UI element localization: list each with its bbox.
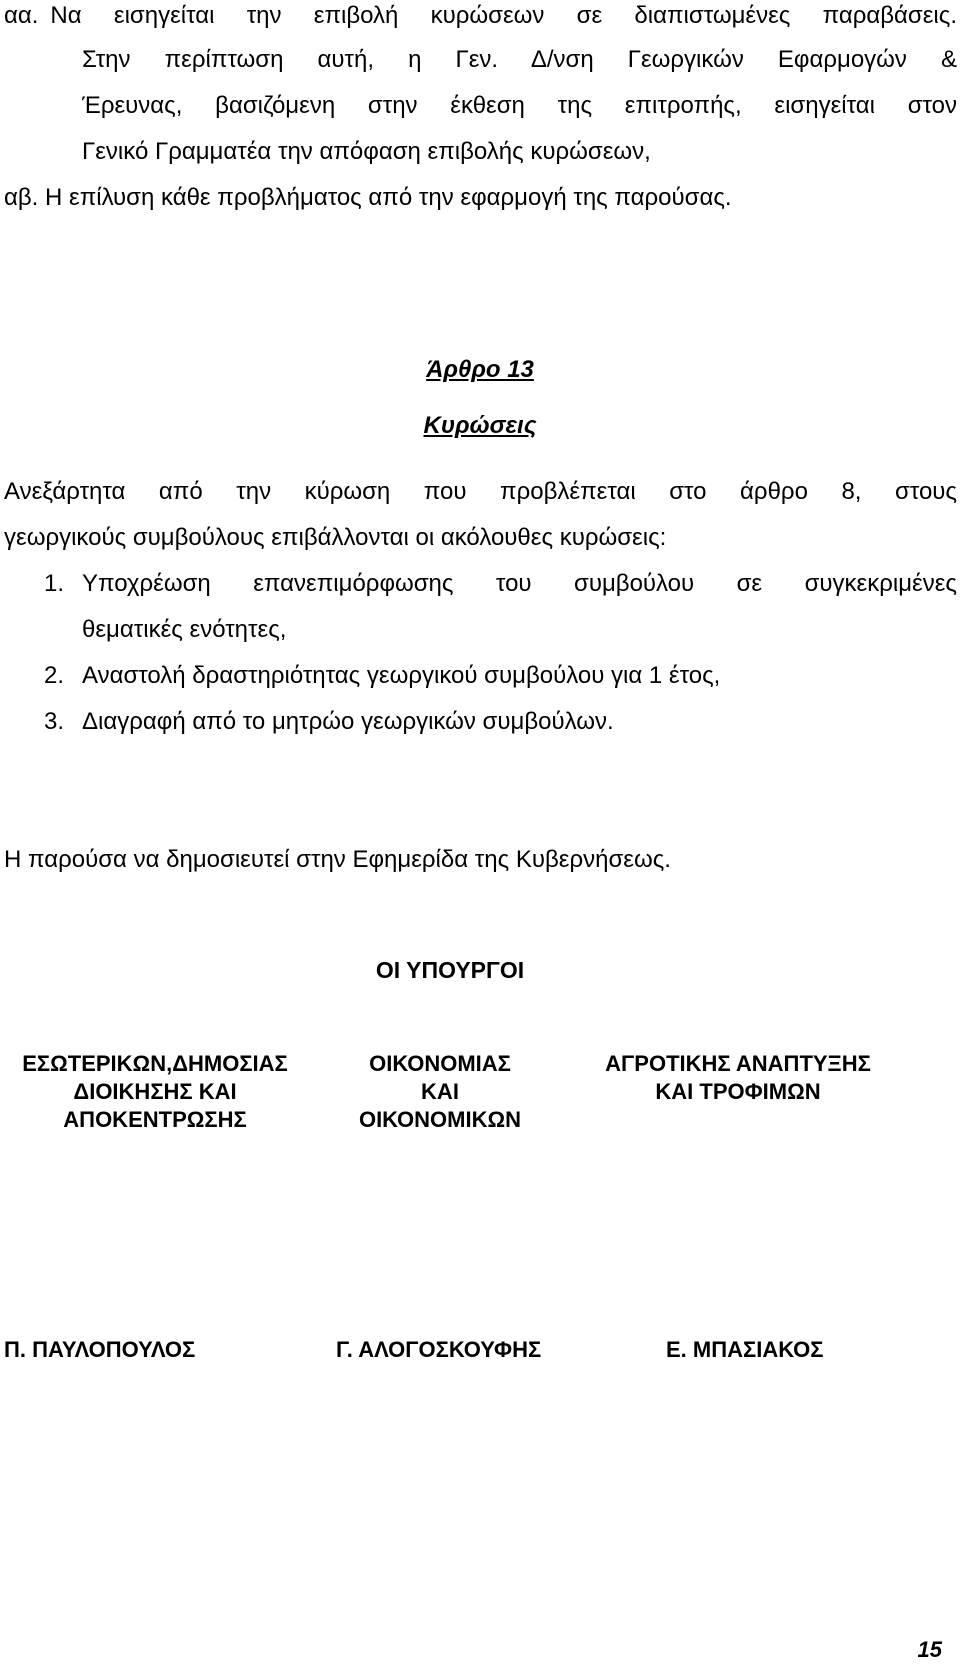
clause-aa-continuation-2-text: Έρευνας, βασιζόμενη στην έκθεση της επιτροπής, εισηγείται στον bbox=[82, 92, 957, 119]
article-intro-line-1-text: Ανεξάρτητα από την κύρωση που προβλέπεται στο άρθρο 8, στους bbox=[4, 478, 957, 505]
list-item-3-text: Διαγραφή από το μητρώο γεωργικών συμβούλων. bbox=[82, 708, 614, 735]
list-item-2-number: 2. bbox=[44, 662, 65, 689]
ministry-agriculture-line-1: ΑΓΡΟΤΙΚΗΣ ΑΝΑΠΤΥΞΗΣ bbox=[605, 1051, 871, 1076]
ministry-economy-line-3: ΟΙΚΟΝΟΜΙΚΩΝ bbox=[358, 1107, 522, 1132]
list-item-2-text: Αναστολή δραστηριότητας γεωργικού συμβούλου για 1 έτος, bbox=[82, 662, 721, 689]
clause-ab-line: αβ. Η επίλυση κάθε προβλήματος από την εφαρμογή της παρούσας. bbox=[4, 184, 732, 211]
clause-aa-continuation-3: Γενικό Γραμματέα την απόφαση επιβολής κυρώσεων, bbox=[82, 138, 651, 165]
clause-aa-prefix: αα. bbox=[4, 2, 39, 29]
ministry-agriculture-line-2: ΚΑΙ ΤΡΟΦΙΜΩΝ bbox=[655, 1079, 821, 1104]
ministry-economy-line-2: ΚΑΙ bbox=[421, 1079, 459, 1104]
ministry-economy-line-1: ΟΙΚΟΝΟΜΙΑΣ bbox=[369, 1051, 511, 1076]
ministry-interior-line-1: ΕΣΩΤΕΡΙΚΩΝ,ΔΗΜΟΣΙΑΣ bbox=[22, 1051, 288, 1076]
publication-statement: Η παρούσα να δημοσιευτεί στην Εφημερίδα της Κυβερνήσεως. bbox=[4, 846, 671, 873]
ministry-interior bbox=[2, 1050, 308, 1134]
list-item-1-line-1 bbox=[82, 570, 957, 598]
clause-aa-continuation-2 bbox=[82, 92, 957, 120]
signatory-interior: Π. ΠΑΥΛΟΠΟΥΛΟΣ bbox=[4, 1337, 196, 1362]
ministry-interior-line-2: ΔΙΟΙΚΗΣΗΣ ΚΑΙ bbox=[73, 1079, 237, 1104]
signatory-agriculture: Ε. ΜΠΑΣΙΑΚΟΣ bbox=[666, 1337, 824, 1362]
ministry-economy bbox=[322, 1050, 558, 1134]
clause-aa-continuation-1-text: Στην περίπτωση αυτή, η Γεν. Δ/νση Γεωργικών Εφαρμογών & bbox=[82, 46, 957, 73]
list-item-1-number: 1. bbox=[44, 570, 65, 597]
page-number: 15 bbox=[917, 1637, 942, 1662]
article-intro-line-2: γεωργικούς συμβούλους επιβάλλονται οι ακόλουθες κυρώσεις: bbox=[4, 524, 667, 551]
clause-aa-line bbox=[4, 2, 957, 30]
article-number: Άρθρο 13 bbox=[426, 356, 534, 383]
ministry-agriculture bbox=[578, 1050, 898, 1106]
list-item-3-number: 3. bbox=[44, 708, 65, 735]
list-item-1-line-2: θεματικές ενότητες, bbox=[82, 616, 287, 643]
article-title: Κυρώσεις bbox=[423, 412, 537, 439]
ministry-interior-line-3: ΑΠΟΚΕΝΤΡΩΣΗΣ bbox=[63, 1107, 247, 1132]
list-item-1-line-1-text: Υποχρέωση επανεπιμόρφωσης του συμβούλου σε συγκεκριμένες bbox=[82, 570, 957, 597]
clause-aa-continuation-1 bbox=[82, 46, 957, 74]
article-intro-line-1 bbox=[4, 478, 957, 506]
signatory-economy: Γ. ΑΛΟΓΟΣΚΟΥΦΗΣ bbox=[336, 1337, 542, 1362]
clause-aa-text: Να εισηγείται την επιβολή κυρώσεων σε διαπιστωμένες παραβάσεις. bbox=[50, 2, 957, 29]
ministers-heading: ΟΙ ΥΠΟΥΡΓΟΙ bbox=[375, 957, 525, 983]
